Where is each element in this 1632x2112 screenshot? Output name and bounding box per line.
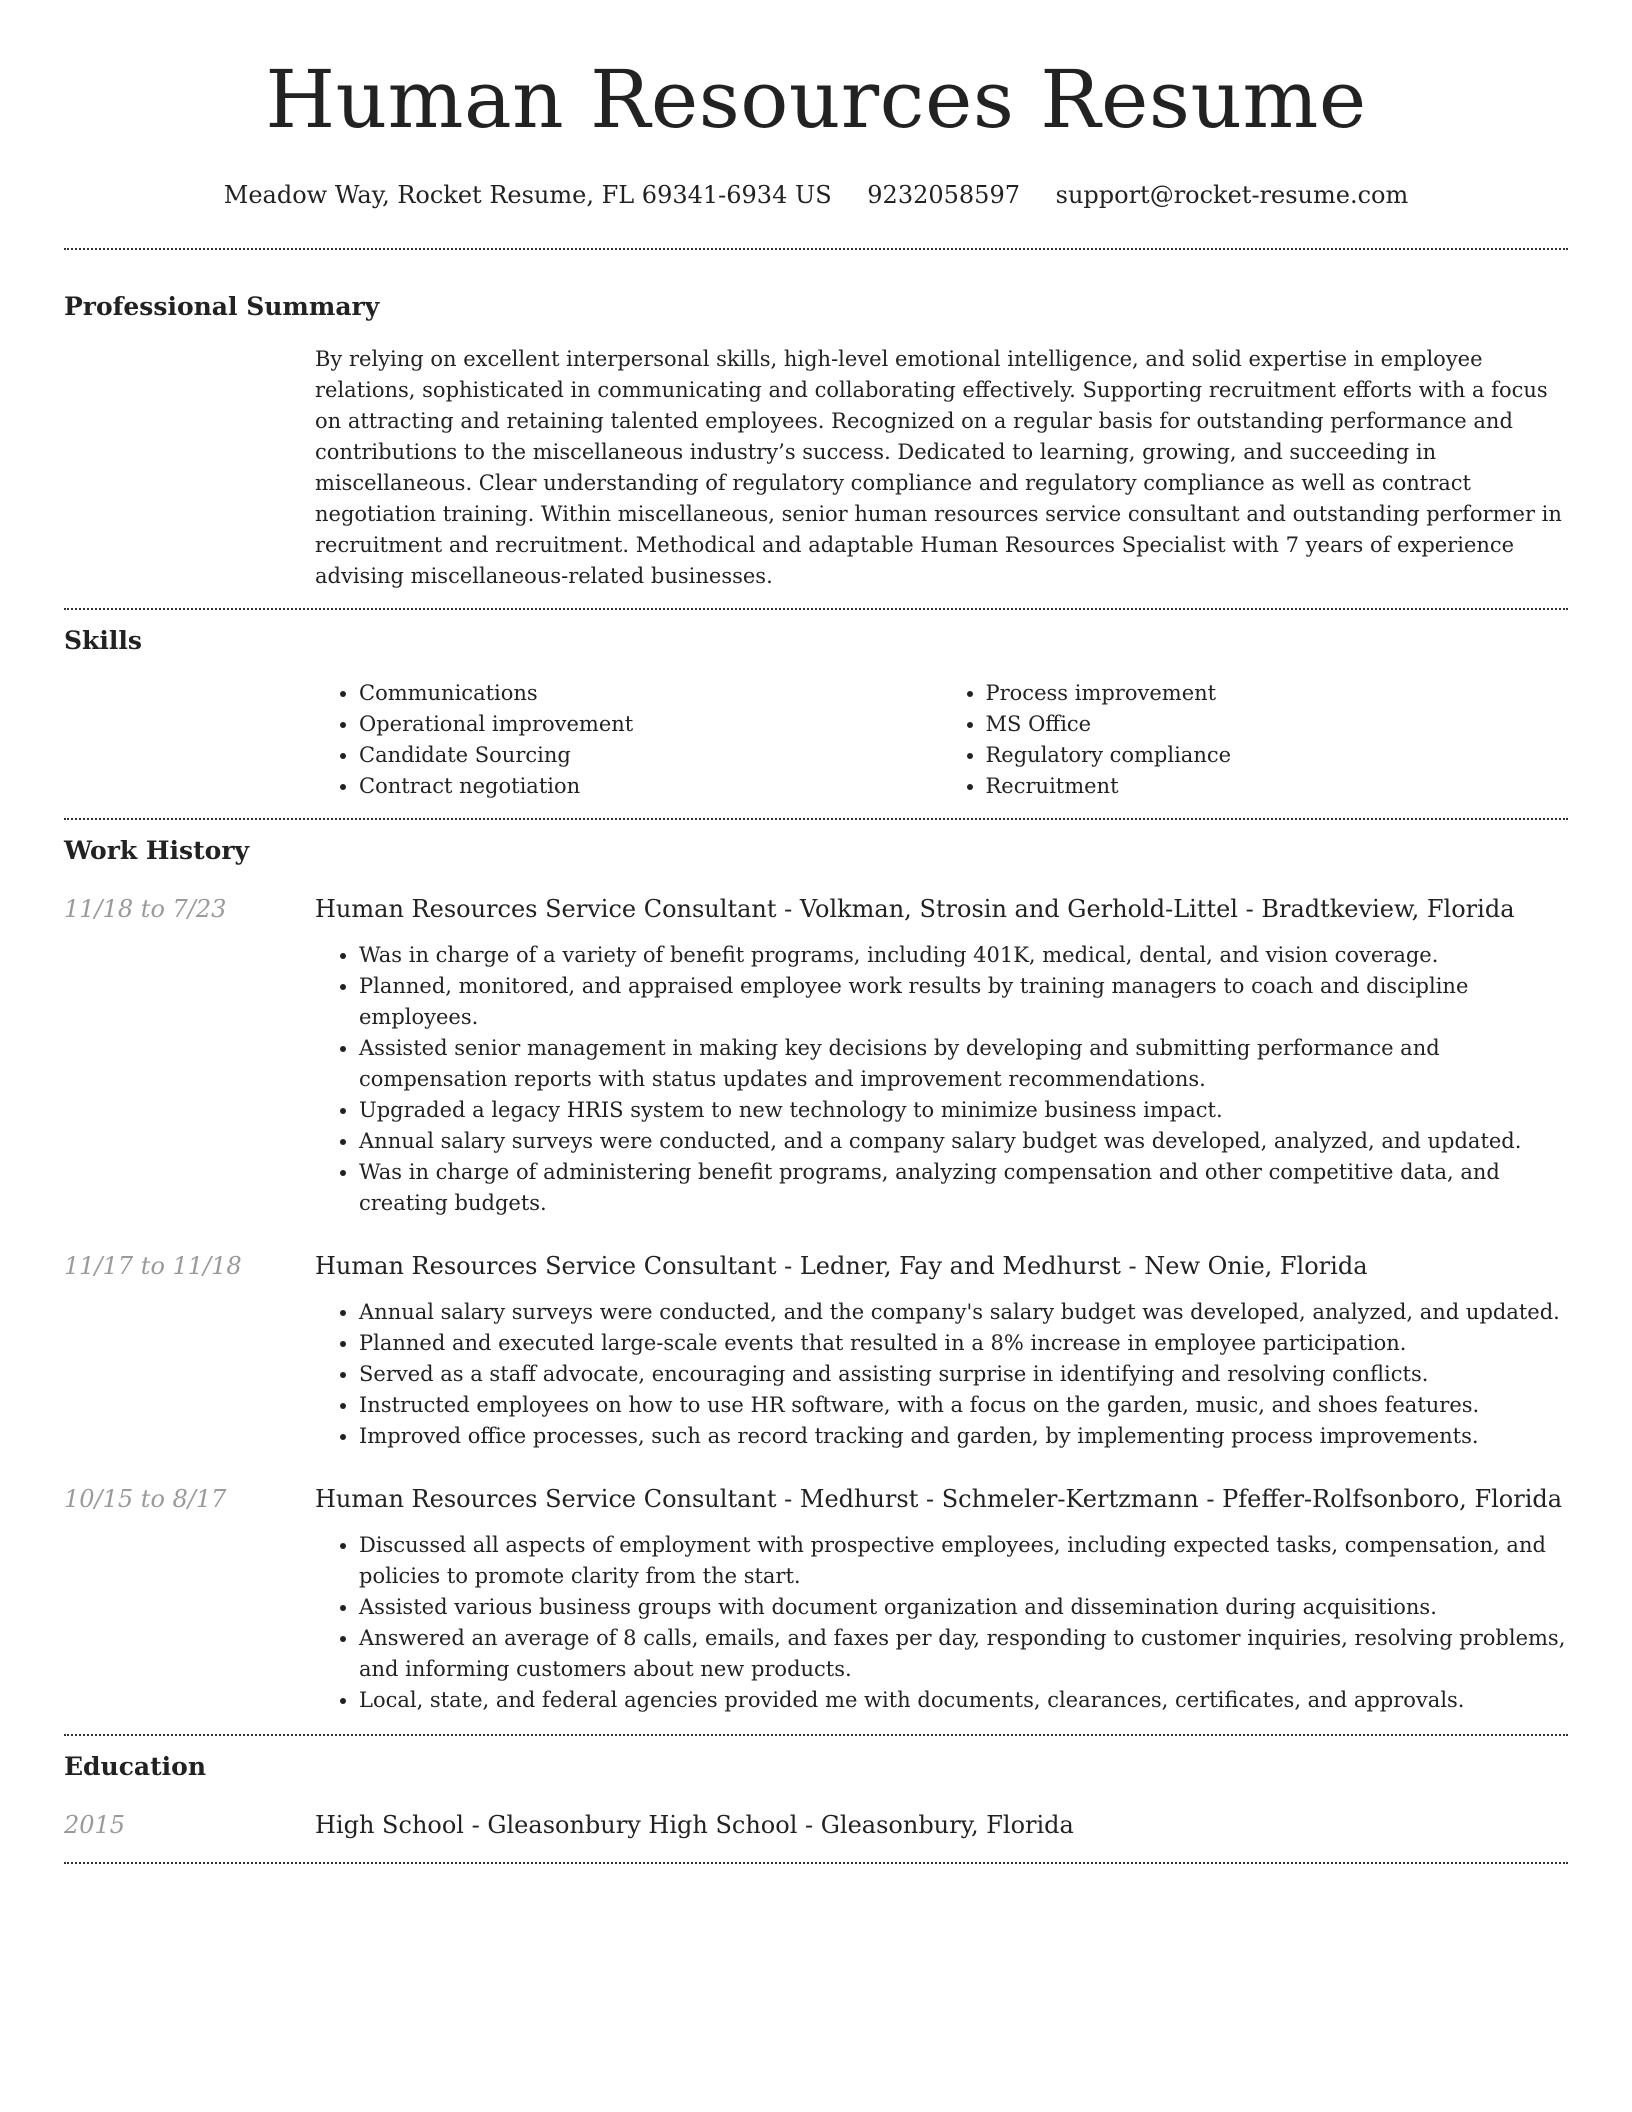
section-title-work-history: Work History	[64, 836, 250, 865]
education-entry: High School - Gleasonbury High School - Gleasonbury, Florida	[315, 1811, 1074, 1839]
job-entry	[64, 1249, 1568, 1452]
education-year: 2015	[64, 1811, 126, 1839]
job-bullets	[315, 1297, 1568, 1452]
skills-list	[315, 678, 1568, 802]
job-bullet: • Planned, monitored, and appraised employee work results by training managers to coach and discipline employees.	[359, 971, 1568, 1033]
section-title-skills: Skills	[64, 626, 142, 655]
job-bullet: • Local, state, and federal agencies provided me with documents, clearances, certificates, and approvals.	[359, 1685, 1568, 1716]
skills-column-right	[942, 678, 1569, 802]
job-bullet: • Upgraded a legacy HRIS system to new technology to minimize business impact.	[359, 1095, 1568, 1126]
section-title-summary: Professional Summary	[64, 292, 380, 321]
job-bullets	[315, 940, 1568, 1219]
job-bullet: • Annual salary surveys were conducted, and the company's salary budget was developed, analyzed, and updated.	[359, 1297, 1568, 1328]
job-entry	[64, 1482, 1568, 1716]
skills-section	[64, 610, 1568, 818]
job-entry	[64, 892, 1568, 1219]
job-bullet: • Was in charge of administering benefit programs, analyzing compensation and other competitive data, and creating budgets.	[359, 1157, 1568, 1219]
job-bullet: • Instructed employees on how to use HR software, with a focus on the garden, music, and shoes features.	[359, 1390, 1568, 1421]
job-bullet: • Was in charge of a variety of benefit programs, including 401K, medical, dental, and vision coverage.	[359, 940, 1568, 971]
divider	[64, 1862, 1568, 1864]
skill-item: • Operational improvement	[359, 709, 942, 740]
job-bullet: • Annual salary surveys were conducted, and a company salary budget was developed, analyzed, and updated.	[359, 1126, 1568, 1157]
job-bullet: • Served as a staff advocate, encouraging and assisting surprise in identifying and resolving conflicts.	[359, 1359, 1568, 1390]
job-dates: 11/18 to 7/23	[64, 895, 227, 923]
job-title: Human Resources Service Consultant - Medhurst - Schmeler-Kertzmann - Pfeffer-Rolfsonboro, Florida	[315, 1485, 1563, 1513]
job-dates: 10/15 to 8/17	[64, 1485, 227, 1513]
job-bullet: • Assisted senior management in making key decisions by developing and submitting performance and compensation reports with status updates and improvement recommendations.	[359, 1033, 1568, 1095]
job-bullets	[315, 1530, 1568, 1716]
job-title: Human Resources Service Consultant - Ledner, Fay and Medhurst - New Onie, Florida	[315, 1252, 1368, 1280]
job-bullet: • Discussed all aspects of employment with prospective employees, including expected tasks, compensation, and policies to promote clarity from the start.	[359, 1530, 1568, 1592]
education-section	[64, 1736, 1568, 1862]
skill-item: • MS Office	[986, 709, 1569, 740]
job-bullet: • Improved office processes, such as record tracking and garden, by implementing process improvements.	[359, 1421, 1568, 1452]
contact-line	[64, 178, 1568, 212]
job-bullet: • Planned and executed large-scale events that resulted in a 8% increase in employee participation.	[359, 1328, 1568, 1359]
job-title: Human Resources Service Consultant - Volkman, Strosin and Gerhold-Littel - Bradtkeview, Florida	[315, 895, 1515, 923]
skill-item: • Regulatory compliance	[986, 740, 1569, 771]
skill-item: • Recruitment	[986, 771, 1569, 802]
skill-item: • Candidate Sourcing	[359, 740, 942, 771]
section-title-education: Education	[64, 1752, 207, 1781]
skill-item: • Communications	[359, 678, 942, 709]
summary-section	[64, 250, 1568, 608]
job-bullet: • Answered an average of 8 calls, emails, and faxes per day, responding to customer inquiries, resolving problems, and informing customers about new products.	[359, 1623, 1568, 1685]
summary-text: By relying on excellent interpersonal skills, high-level emotional intelligence, and solid expertise in employee relations, sophisticated in communicating and collaborating effectively. Supporting recruitment efforts with a focus on attracting and retaining talented employees. Recognized on a regular basis for outstanding performance and contributions to the miscellaneous industry’s success. Dedicated to learning, growing, and succeeding in miscellaneous. Clear understanding of regulatory compliance and regulatory compliance as well as contract negotiation training. Within miscellaneous, senior human resources service consultant and outstanding performer in recruitment and recruitment. Methodical and adaptable Human Resources Specialist with 7 years of experience advising miscellaneous-related businesses.	[315, 347, 1562, 588]
skills-column-left	[315, 678, 942, 802]
resume-title: Human Resources Resume	[265, 53, 1367, 146]
contact-phone: 9232058597	[867, 181, 1020, 209]
work-history-section	[64, 820, 1568, 1734]
skill-item: • Contract negotiation	[359, 771, 942, 802]
job-bullet: • Assisted various business groups with document organization and dissemination during acquisitions.	[359, 1592, 1568, 1623]
contact-email: support@rocket-resume.com	[1055, 181, 1409, 209]
skill-item: • Process improvement	[986, 678, 1569, 709]
job-dates: 11/17 to 11/18	[64, 1252, 242, 1280]
contact-address: Meadow Way, Rocket Resume, FL 69341-6934 US	[223, 181, 832, 209]
